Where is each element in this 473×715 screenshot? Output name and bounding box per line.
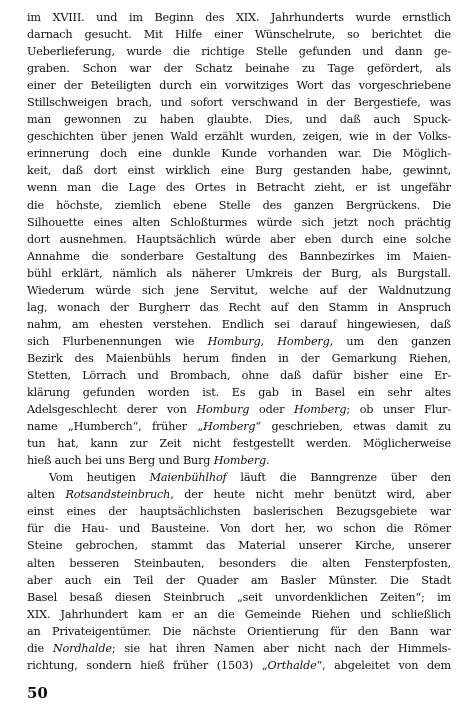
text-line: lag, wonach der Burgherr das Recht auf den Stamm in Anspruch (27, 300, 451, 314)
text-line: Stetten, Lörrach und Brombach, ohne daß dafür bisher eine Er- (27, 368, 451, 382)
text-line: Wiederum würde sich jene Servitut, welche auf der Waldnutzung (27, 283, 451, 297)
text-line: Silhouette eines alten Schloßturmes würde sich jetzt noch prächtig (27, 215, 451, 229)
text-line: XIX. Jahrhundert kam er an die Gemeinde Riehen und schließlich (27, 607, 451, 621)
text-line: klärung gefunden worden ist. Es gab in Basel ein sehr altes (27, 386, 451, 400)
text-line: im XVIII. und im Beginn des XIX. Jahrhunderts wurde ernstlich (27, 11, 451, 24)
text-line: Vom heutigen Maienbühlhof läuft die Banngrenze über den (49, 471, 451, 485)
text-line: für die Hau- und Bausteine. Von dort her, wo schon die Römer (27, 522, 451, 536)
text-line: Ueberlieferung, wurde die richtige Stelle gefunden und dann ge- (27, 45, 451, 59)
page-number: 50 (27, 684, 48, 702)
text-line: man gewonnen zu haben glaubte. Dies, und daß auch Spuck- (27, 113, 451, 127)
text-line: Annahme die sonderbare Gestaltung des Bannbezirkes im Maien- (27, 249, 451, 263)
text-line: dort ausnehmen. Hauptsächlich würde aber eben durch eine solche (27, 232, 451, 246)
paragraph-1 (27, 9, 451, 469)
text-line: einer der Beteiligten durch ein vorwitziges Wort das vorgeschriebene (27, 79, 451, 93)
text-line: Adelsgeschlecht derer von Homburg oder Homberg; ob unser Flur- (27, 403, 451, 417)
text-line: einst eines der hauptsächlichsten baslerischen Bezugsgebiete war (27, 505, 451, 519)
text-line: darnach gesucht. Mit Hilfe einer Wünschelrute, so berichtet die (27, 28, 451, 42)
text-line: bühl erklärt, nämlich als näherer Umkreis der Burg, als Burgstall. (27, 266, 451, 280)
text-line: die höchste, ziemlich ebene Stelle des ganzen Bergrückens. Die (27, 198, 451, 212)
text-line: an Privateigentümer. Die nächste Orientierung für den Bann war (27, 624, 451, 638)
text-line: geschichten über jenen Wald erzählt wurden, zeigen, wie in der Volks- (27, 130, 451, 144)
text-line: Bezirk des Maienbühls herum finden in der Gemarkung Riehen, (27, 351, 451, 365)
text-line: die Nordhalde; sie hat ihren Namen aber nicht nach der Himmels- (27, 641, 451, 655)
text-line: alten besseren Steinbauten, besonders die alten Fensterpfosten, (27, 556, 451, 570)
text-line: Steine gebrochen, stammt das Material unserer Kirche, unserer (27, 539, 451, 553)
text-line: tun hat, kann zur Zeit nicht festgestellt werden. Möglicherweise (27, 437, 451, 451)
text-line: keit, daß dort einst wirklich eine Burg gestanden habe, gewinnt, (27, 164, 451, 178)
text-line: hieß auch bei uns Berg und Burg Homberg. (27, 454, 270, 468)
text-line: graben. Schon war der Schatz beinahe zu Tage gefördert, als (27, 62, 451, 76)
text-line: alten Rotsandsteinbruch, der heute nicht mehr benützt wird, aber (27, 488, 451, 502)
text-line: erinnerung doch eine dunkle Kunde vorhanden war. Die Möglich- (27, 147, 451, 161)
text-line: name „Humberch“, früher „Homberg“ geschrieben, etwas damit zu (27, 420, 451, 434)
text-line: sich Flurbenennungen wie Homburg, Homberg, um den ganzen (27, 334, 451, 348)
text-line: aber auch ein Teil der Quader am Basler Münster. Die Stadt (27, 573, 451, 587)
text-line: wenn man die Lage des Ortes in Betracht zieht, er ist ungefähr (27, 181, 451, 195)
text-line: Basel besaß diesen Steinbruch „seit unvordenklichen Zeiten“; im (27, 590, 451, 604)
body-text (27, 9, 451, 674)
text-line: nahm, am ehesten verstehen. Endlich sei darauf hingewiesen, daß (27, 317, 451, 331)
paragraph-2 (27, 469, 451, 674)
text-line: richtung, sondern hieß früher (1503) „Orthalde“, abgeleitet von dem (27, 658, 451, 672)
text-line: Stillschweigen brach, und sofort verschwand in der Bergestiefe, was (27, 96, 451, 110)
